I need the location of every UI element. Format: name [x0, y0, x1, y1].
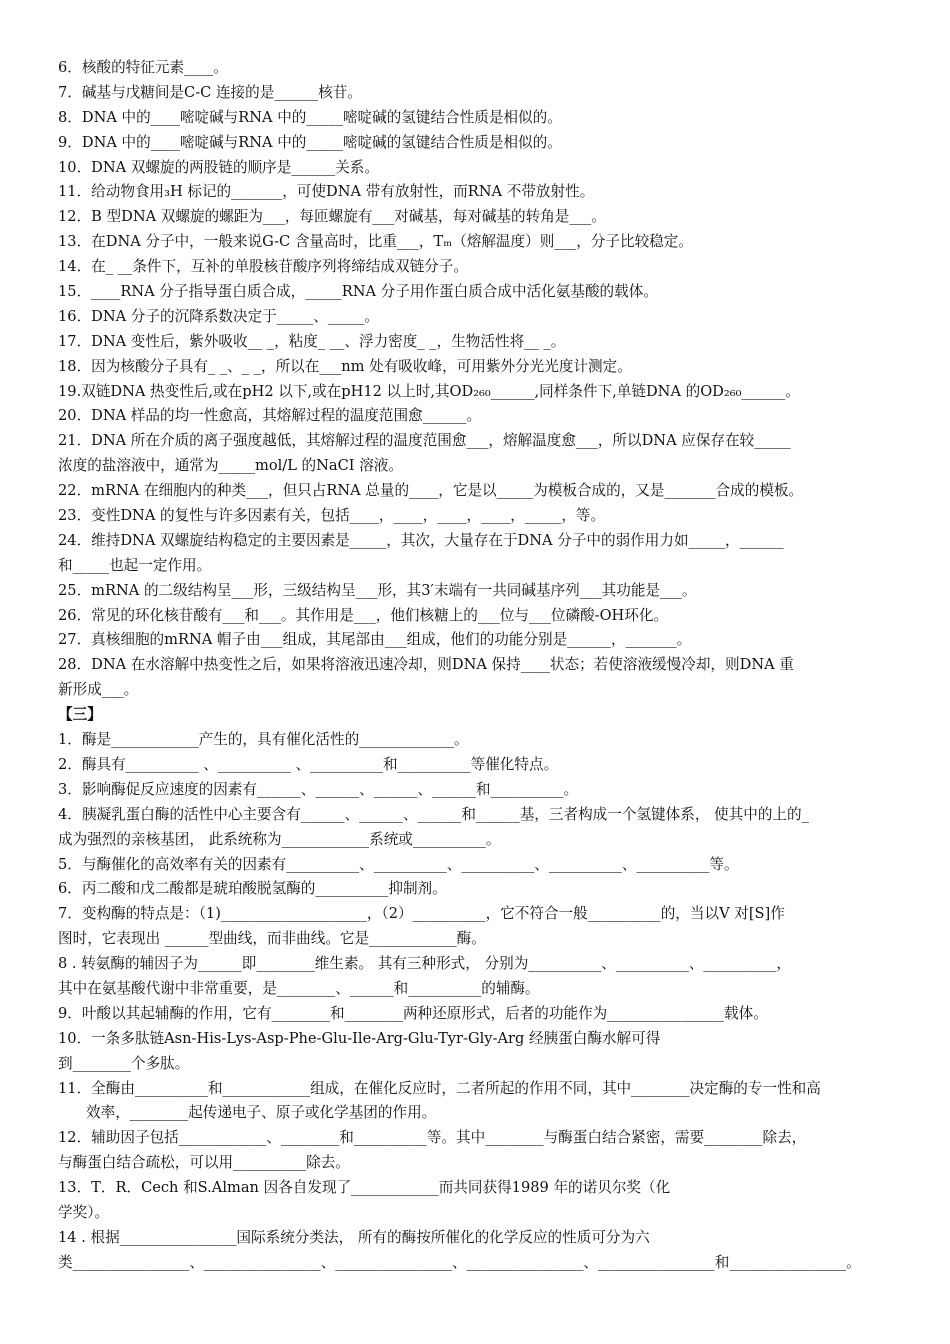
- text-line: 学奖）。: [58, 1203, 110, 1221]
- text-line: 26．常见的环化核苷酸有___和___。其作用是___，他们核糖上的___位与___位磷酸-OH环化。: [58, 606, 669, 624]
- text-line: 8 . 转氨酶的辅因子为______即________维生素。 其有三种形式， 分别为__________、__________、__________，: [58, 955, 791, 973]
- text-line: 4．胰凝乳蛋白酶的活性中心主要含有______、______、______和______基，三者构成一个氢键体系， 使其中的上的_: [58, 805, 809, 823]
- text-line: 新形成___。: [58, 681, 139, 699]
- text-line: 23．变性DNA 的复性与许多因素有关，包括____，____，____，____，_____，等。: [58, 507, 606, 525]
- text-line: 21．DNA 所在介质的离子强度越低，其熔解过程的温度范围愈___，熔解温度愈___，所以DNA 应保存在较_____: [58, 432, 791, 450]
- text-line: 27．真核细胞的mRNA 帽子由___组成，其尾部由___组成，他们的功能分别是______，_______。: [58, 631, 692, 649]
- text-line: 24．维持DNA 双螺旋结构稳定的主要因素是_____，其次，大量存在于DNA 分子中的弱作用力如_____，______: [58, 531, 784, 549]
- text-line: 图时，它表现出 ______型曲线，而非曲线。它是____________酶。: [58, 930, 486, 948]
- text-line: 9．叶酸以其起辅酶的作用，它有________和________两种还原形式，后者的功能作为________________载体。: [58, 1004, 768, 1022]
- text-line: 8．DNA 中的____嘧啶碱与RNA 中的_____嘧啶碱的氢键结合性质是相似的。: [58, 108, 562, 126]
- text-line: 成为强烈的亲核基团， 此系统称为____________系统或__________。: [58, 830, 501, 848]
- text-line: 2．酶具有__________ 、__________ 、__________和__________等催化特点。: [58, 755, 559, 773]
- text-line: 28．DNA 在水溶解中热变性之后，如果将溶液迅速冷却，则DNA 保持____状态；若使溶液缓慢冷却，则DNA 重: [58, 656, 794, 674]
- text-line: 22．mRNA 在细胞内的种类___，但只占RNA 总量的____，它是以_____为模板合成的，又是_______合成的模板。: [58, 482, 804, 500]
- text-line: 7．变构酶的特点是：（1)____________________，（2）__________，它不符合一般__________的，当以V 对[S]作: [58, 905, 785, 923]
- text-line: 6．丙二酸和戊二酸都是琥珀酸脱氢酶的__________抑制剂。: [58, 880, 447, 898]
- text-line: 浓度的盐溶液中，通常为_____mol/L 的NaCI 溶液。: [58, 457, 403, 475]
- text-line: 9．DNA 中的____嘧啶碱与RNA 中的_____嘧啶碱的氢键结合性质是相似的。: [58, 133, 562, 151]
- text-line: 20．DNA 样品的均一性愈高，其熔解过程的温度范围愈______。: [58, 407, 482, 425]
- text-line: 19.双链DNA 热变性后,或在pH2 以下,或在pH12 以上时,其OD₂₆₀______,同样条件下,单链DNA 的OD₂₆₀______。: [58, 382, 800, 400]
- section-heading: 【三】: [58, 706, 102, 724]
- text-line: 25．mRNA 的二级结构呈___形，三级结构呈___形，其3′末端有一共同碱基序列___其功能是___。: [58, 581, 697, 599]
- text-line: 15．____RNA 分子指导蛋白质合成，_____RNA 分子用作蛋白质合成中活化氨基酸的载体。: [58, 283, 658, 301]
- text-line: 效率，________起传递电子、原子或化学基团的作用。: [86, 1104, 437, 1122]
- text-line: 14 . 根据________________国际系统分类法， 所有的酶按所催化的化学反应的性质可分为六: [58, 1228, 650, 1246]
- text-line: 到________个多肽。: [58, 1054, 190, 1072]
- text-line: 10．DNA 双螺旋的两股链的顺序是______关系。: [58, 158, 379, 176]
- text-line: 5．与酶催化的高效率有关的因素有__________、__________、__________、__________、__________等。: [58, 855, 739, 873]
- text-line: 16．DNA 分子的沉降系数决定于_____、_____。: [58, 307, 379, 325]
- text-line: 11．给动物食用₃H 标记的_______，可使DNA 带有放射性，而RNA 不带放射性。: [58, 183, 595, 201]
- text-line: 7．碱基与戊糖间是C-C 连接的是______核苷。: [58, 83, 362, 101]
- text-line: 11．全酶由__________和____________组成，在催化反应时，二者所起的作用不同，其中________决定酶的专一性和高: [58, 1079, 821, 1097]
- text-line: 1．酶是____________产生的，具有催化活性的_____________。: [58, 731, 469, 749]
- text-line: 14．在_ __条件下，互补的单股核苷酸序列将缔结成双链分子。: [58, 258, 468, 276]
- text-line: 3．影响酶促反应速度的因素有______、______、______、______和__________。: [58, 780, 579, 798]
- text-line: 与酶蛋白结合疏松，可以用__________除去。: [58, 1154, 350, 1172]
- document-body: [58, 56, 898, 1276]
- text-line: 类________________、________________、________________、________________、________________和________________。: [58, 1253, 861, 1271]
- text-line: 18．因为核酸分子具有_ _、_ _，所以在___nm 处有吸收峰，可用紫外分光光度计测定。: [58, 357, 632, 375]
- text-line: 10．一条多肽链Asn-His-Lys-Asp-Phe-Glu-Ile-Arg-Glu-Tyr-Gly-Arg 经胰蛋白酶水解可得: [58, 1029, 661, 1047]
- text-line: 13．在DNA 分子中，一般来说G-C 含量高时，比重___，Tₘ（熔解温度）则___，分子比较稳定。: [58, 233, 693, 251]
- text-line: 12．B 型DNA 双螺旋的螺距为___，每匝螺旋有___对碱基，每对碱基的转角是___。: [58, 208, 606, 226]
- text-line: 12．辅助因子包括____________、________和__________等。其中________与酶蛋白结合紧密，需要________除去，: [58, 1129, 807, 1147]
- text-line: 和_____也起一定作用。: [58, 556, 212, 574]
- text-line: 其中在氨基酸代谢中非常重要，是________、______和__________的辅酶。: [58, 979, 540, 997]
- text-line: 13．T．R．Cech 和S.Alman 因各自发现了____________而共同获得1989 年的诺贝尔奖（化: [58, 1179, 671, 1197]
- text-line: 6．核酸的特征元素____。: [58, 59, 228, 76]
- text-line: 17．DNA 变性后，紫外吸收__ _，粘度_ __、浮力密度_ _，生物活性将__ _。: [58, 332, 566, 350]
